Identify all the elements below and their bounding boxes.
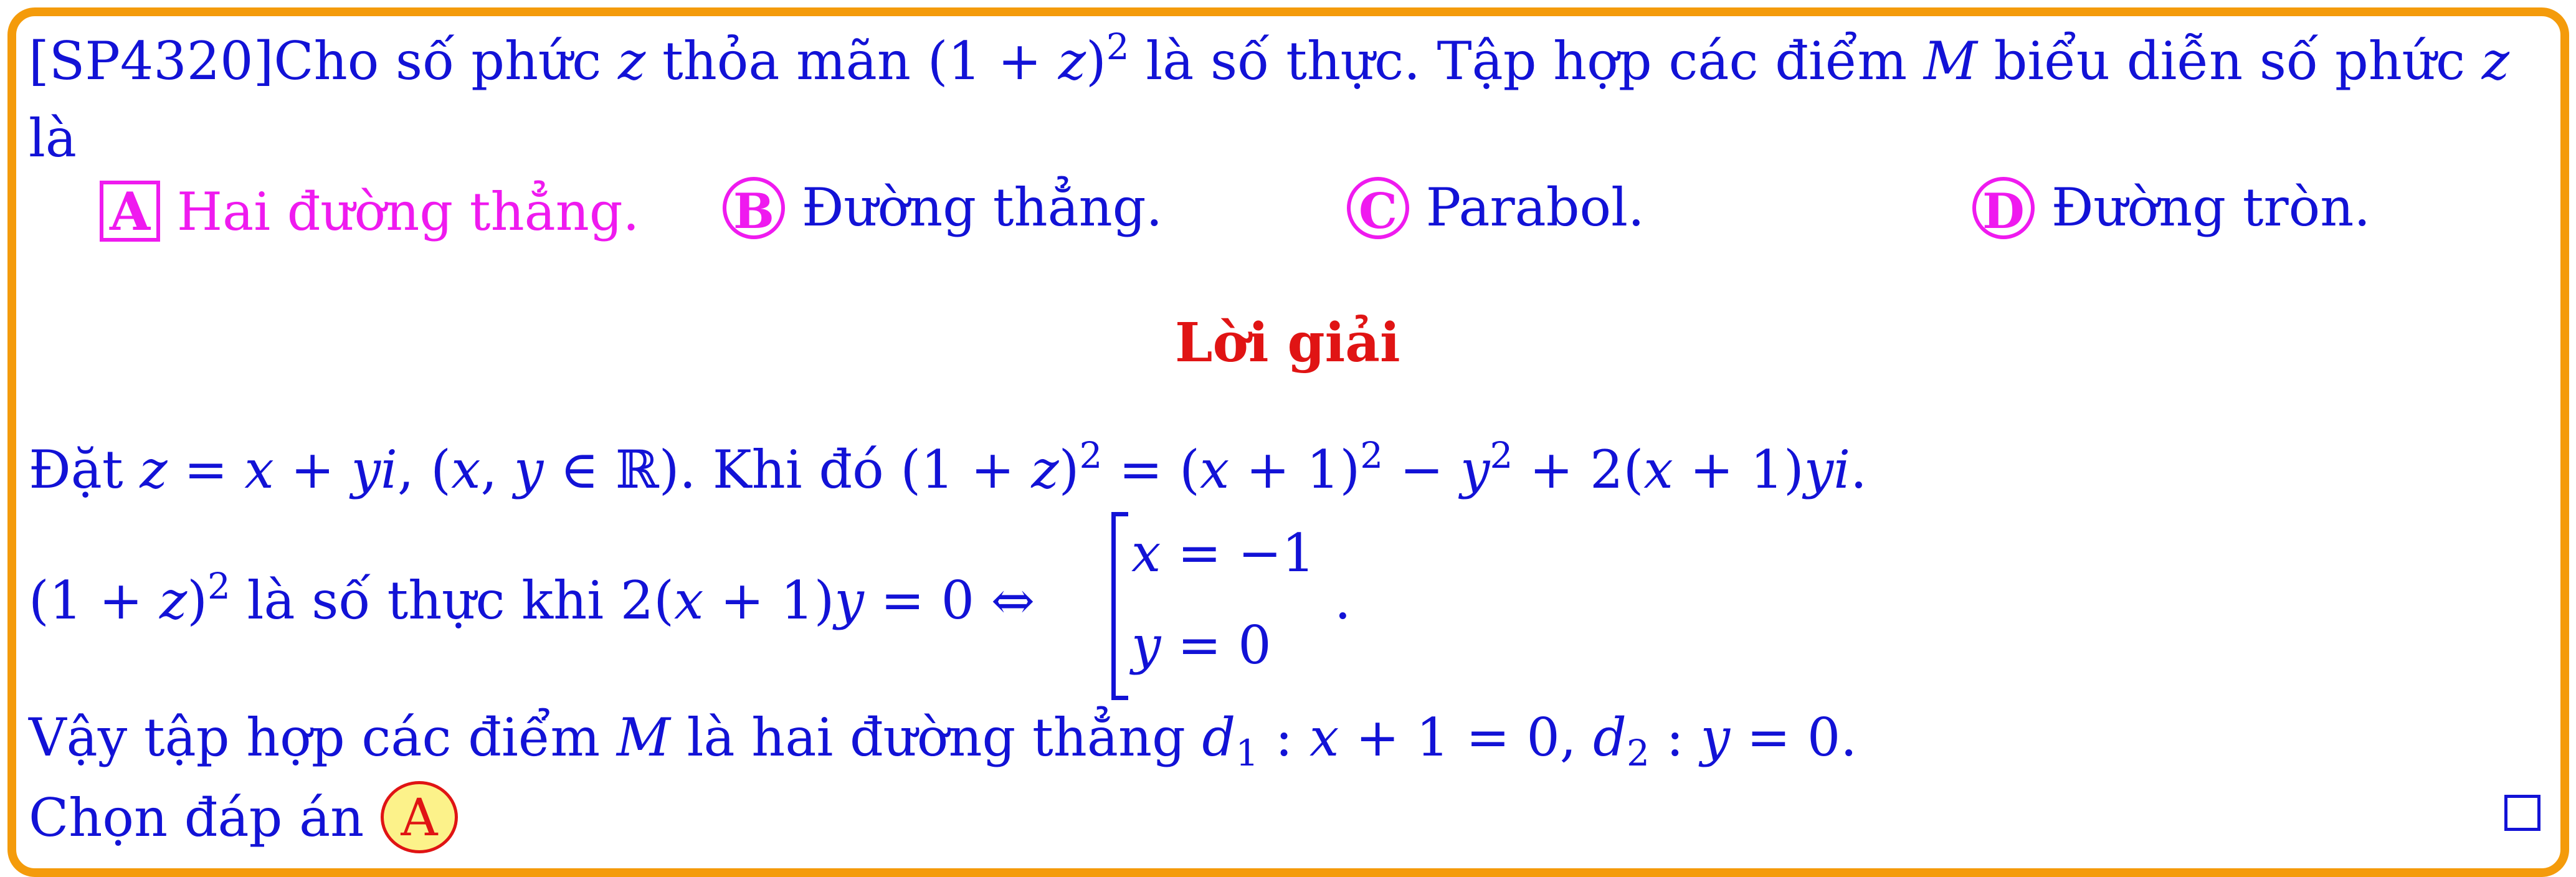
question-id: [SP4320]: [29, 31, 274, 92]
solution-title: Lời giải: [1175, 311, 1400, 374]
solution-line-3: [29, 707, 1857, 774]
option-c-key: C: [1347, 177, 1409, 239]
solution-line-3-b: là hai đường thẳng: [687, 707, 1186, 768]
stem-part-1: Cho số phức: [273, 31, 602, 92]
stem-part-2: thỏa mãn: [662, 31, 911, 92]
option-a[interactable]: [100, 181, 639, 242]
option-d[interactable]: [1972, 177, 2371, 243]
answer-badge: A: [381, 781, 458, 853]
option-a-key: A: [100, 181, 160, 242]
option-d-text: Đường tròn.: [2051, 177, 2371, 238]
option-c[interactable]: [1347, 177, 1645, 243]
option-d-key: D: [1972, 177, 2035, 239]
math-expansion: $(1 + z)^2 = (x + 1)^2 - y^2 + 2(x + 1)yi$.: [900, 434, 1867, 500]
choose-label: Chọn đáp án: [29, 787, 364, 848]
stem-part-4: biểu diễn số phức: [1994, 31, 2466, 92]
solution-line-1: [29, 434, 1867, 500]
math-condition: 2(x + 1)y = 0 ⇔: [620, 570, 1035, 631]
case-1: x = −1: [1131, 523, 1315, 584]
option-b-text: Đường thẳng.: [801, 177, 1163, 238]
math-expr-2: $(1 + z)^2$: [29, 565, 231, 631]
case-period: .: [1334, 570, 1351, 631]
solution-line-2-a: là số thực khi: [247, 570, 604, 631]
solution-line-1-b: . Khi đó: [679, 439, 884, 500]
math-M: M: [1923, 31, 1977, 92]
solution-line-2: [29, 565, 1035, 631]
stem-part-5: là: [29, 108, 77, 169]
math-substitution: z = x + yi, (x, y ∈ ℝ): [140, 439, 680, 500]
math-M-2: M: [616, 707, 670, 768]
stem-part-3: là số thực. Tập hợp các điểm: [1146, 31, 1908, 92]
solution-line-1-a: Đặt: [29, 439, 123, 500]
question-stem: [29, 26, 2510, 92]
math-z: z: [617, 31, 646, 92]
case-2: y = 0: [1131, 615, 1271, 676]
option-b-key: B: [723, 177, 785, 239]
case-bracket: [1111, 512, 1128, 700]
math-lines: $d_1$ : x + 1 = 0, $d_2$ : y = 0.: [1202, 707, 1857, 774]
solution-line-3-a: Vậy tập hợp các điểm: [29, 707, 601, 768]
option-b[interactable]: [723, 177, 1163, 243]
option-c-text: Parabol.: [1425, 177, 1645, 238]
qed-square-icon: [2504, 795, 2540, 831]
math-z-2: z: [2481, 31, 2510, 92]
choose-answer-line: [29, 786, 458, 858]
option-a-text: Hai đường thẳng.: [176, 181, 640, 242]
math-expr: $(1 + z)^2$: [927, 26, 1129, 92]
